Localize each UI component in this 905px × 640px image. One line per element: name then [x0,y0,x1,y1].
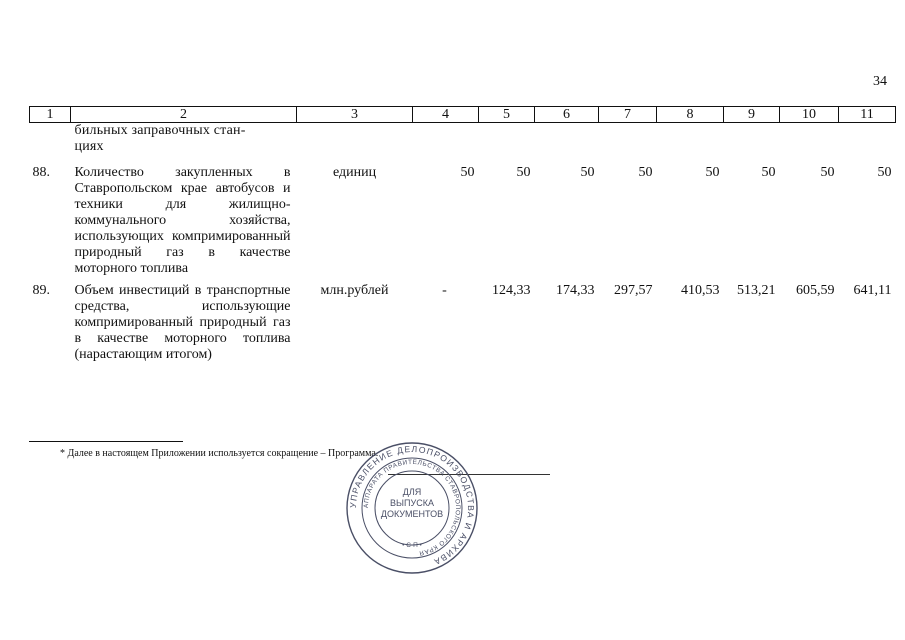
page-number: 34 [873,74,887,89]
stamp-inner-text: АППАРАТА ПРАВИТЕЛЬСТВА СТАВРОПОЛЬСКОГО КРАЯ [362,458,462,557]
value-cell: 297,57 [614,283,653,298]
column-header: 1 [30,107,71,123]
value-cell: 174,33 [556,283,595,298]
value-cell: 605,59 [796,283,835,298]
value-cell: 513,21 [737,283,776,298]
column-header: 11 [839,107,896,123]
column-header: 3 [297,107,413,123]
value-cell: 50 [820,165,835,180]
column-header: 5 [479,107,535,123]
footnote: * Далее в настоящем Приложении используется сокращение – Программа. [60,448,379,459]
column-header: 10 [780,107,839,123]
continued-indicator-text: бильных заправочных стан- циях [74,123,246,154]
column-header: 2 [71,107,297,123]
value-cell: 641,11 [853,283,892,298]
official-stamp [344,440,480,576]
row-number: 88. [32,165,50,180]
column-header: 9 [724,107,780,123]
row-number: 89. [32,283,50,298]
unit-cell: единиц [332,165,377,180]
value-cell: 50 [705,165,720,180]
value-cell: 50 [638,165,653,180]
stamp-line-2: ВЫПУСКА [390,498,434,508]
value-cell: 50 [580,165,595,180]
stamp-line-3: ДОКУМЕНТОВ [380,509,444,519]
value-cell: 50 [761,165,776,180]
stamp-outer-text: УПРАВЛЕНИЕ ДЕЛОПРОИЗВОДСТВА И АРХИВА [347,443,477,568]
value-cell: 50 [877,165,892,180]
value-cell: - [442,283,447,298]
stamp-bottom-mark: • С-П • [402,542,422,549]
indicators-table [29,106,896,363]
column-header-row [30,107,896,123]
column-header: 4 [413,107,479,123]
indicator-name: Количество закупленных в Ставропольском крае автобусов и техники для жилищно-коммунального хозяйства, использующих компримированный природный газ в качестве моторного топлива [74,165,291,276]
footnote-rule [29,441,183,442]
value-cell: 50 [460,165,475,180]
table-row [30,155,896,277]
unit-cell: млн.рублей [320,283,389,298]
table-row-continuation [30,123,896,156]
stamp-seal-icon [344,440,480,576]
value-cell: 124,33 [492,283,531,298]
value-cell: 50 [516,165,531,180]
stamp-line-1: ДЛЯ [402,487,422,497]
column-header: 8 [657,107,724,123]
value-cell: 410,53 [681,283,720,298]
column-header: 7 [599,107,657,123]
table-row [30,277,896,363]
column-header: 6 [535,107,599,123]
indicator-name: Объем инвестиций в транспортные средства, использующие компримированный природный газ в качестве моторного топлива (нарастающим итогом) [74,283,291,362]
